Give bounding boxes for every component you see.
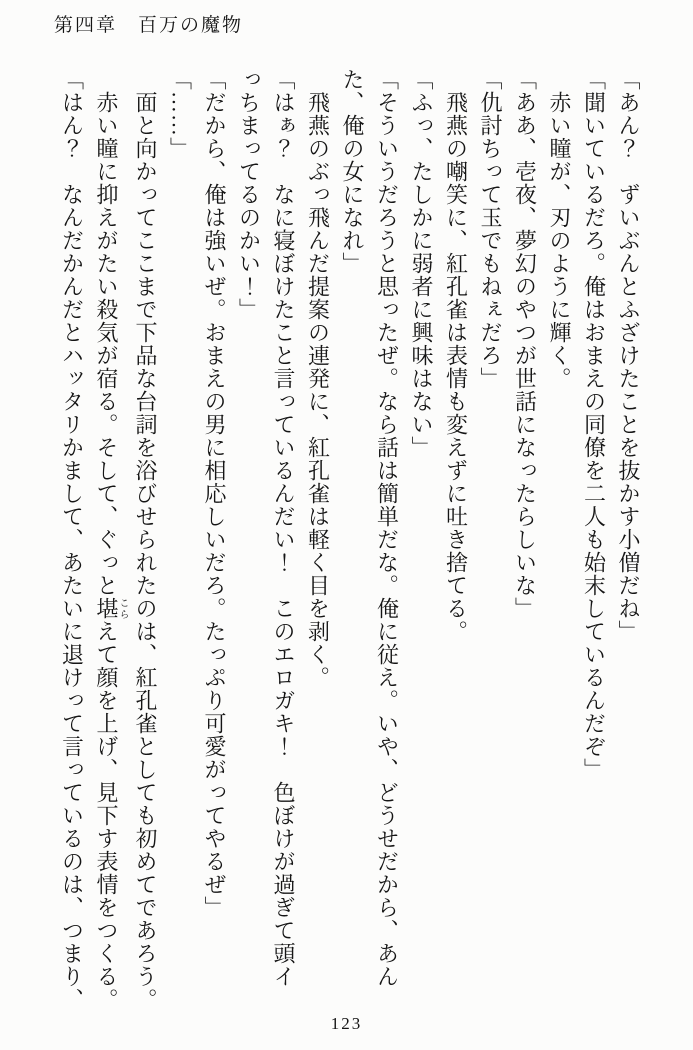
text-line: 赤い瞳に抑えがたい殺気が宿る。そして、ぐっと堪こらえて顔を上げ、見下す表情をつくる。 (94, 91, 128, 1011)
text-line: 赤い瞳が、刃のように輝く。 (547, 91, 572, 390)
text-line: 「はぁ？ なに寝ぼけたこと言っているんだい！ このエロガキ！ 色ぼけが過ぎて頭イ (271, 68, 296, 988)
text-line: 「だから、俺は強いぜ。おまえの男に相応しいだろ。たっぷり可愛がってやるぜ」 (202, 68, 227, 919)
text-line: 「……」 (167, 68, 193, 160)
text-line: 「あん？ ずいぶんとふざけたことを抜かす小僧だね」 (616, 68, 641, 643)
text-line: 飛燕のぶっ飛んだ提案の連発に、紅孔雀は軽く目を剥く。 (305, 91, 331, 689)
text-line: 「聞いているだろ。俺はおまえの同僚を二人も始末しているんだぞ」 (581, 68, 607, 781)
text-line: 「そういうだろうと思ったぜ。なら話は簡単だな。俺に従え。いや、どうせだから、あん (374, 68, 400, 988)
text-line: 「ふっ、たしかに弱者に興味はない」 (409, 68, 434, 459)
text-line: 「仇討ちって玉でもねぇだろ」 (478, 68, 503, 390)
text-line: 飛燕の嘲笑に、紅孔雀は表情も変えずに吐き捨てる。 (443, 91, 469, 643)
text-line: た、俺の女になれ」 (340, 68, 365, 275)
text-line: 「ああ、壱夜、夢幻のやつが世話になったらしいな」 (512, 68, 538, 620)
text-line: 「はん？ なんだかんだとハッタリかまして、あたいに退けって言っているのは、つまり、 (59, 68, 85, 1011)
chapter-header: 第四章 百万の魔物 (54, 15, 244, 36)
text-line: 面と向かってここまで下品な台詞を浴びせられたのは、紅孔雀としても初めてであろう。 (133, 91, 158, 1011)
text-line: っちまってるのかい！」 (236, 68, 262, 321)
ruby-annotated-char: 堪こら (94, 597, 128, 620)
body-text (49, 68, 645, 1016)
page-number: 123 (330, 1014, 363, 1033)
